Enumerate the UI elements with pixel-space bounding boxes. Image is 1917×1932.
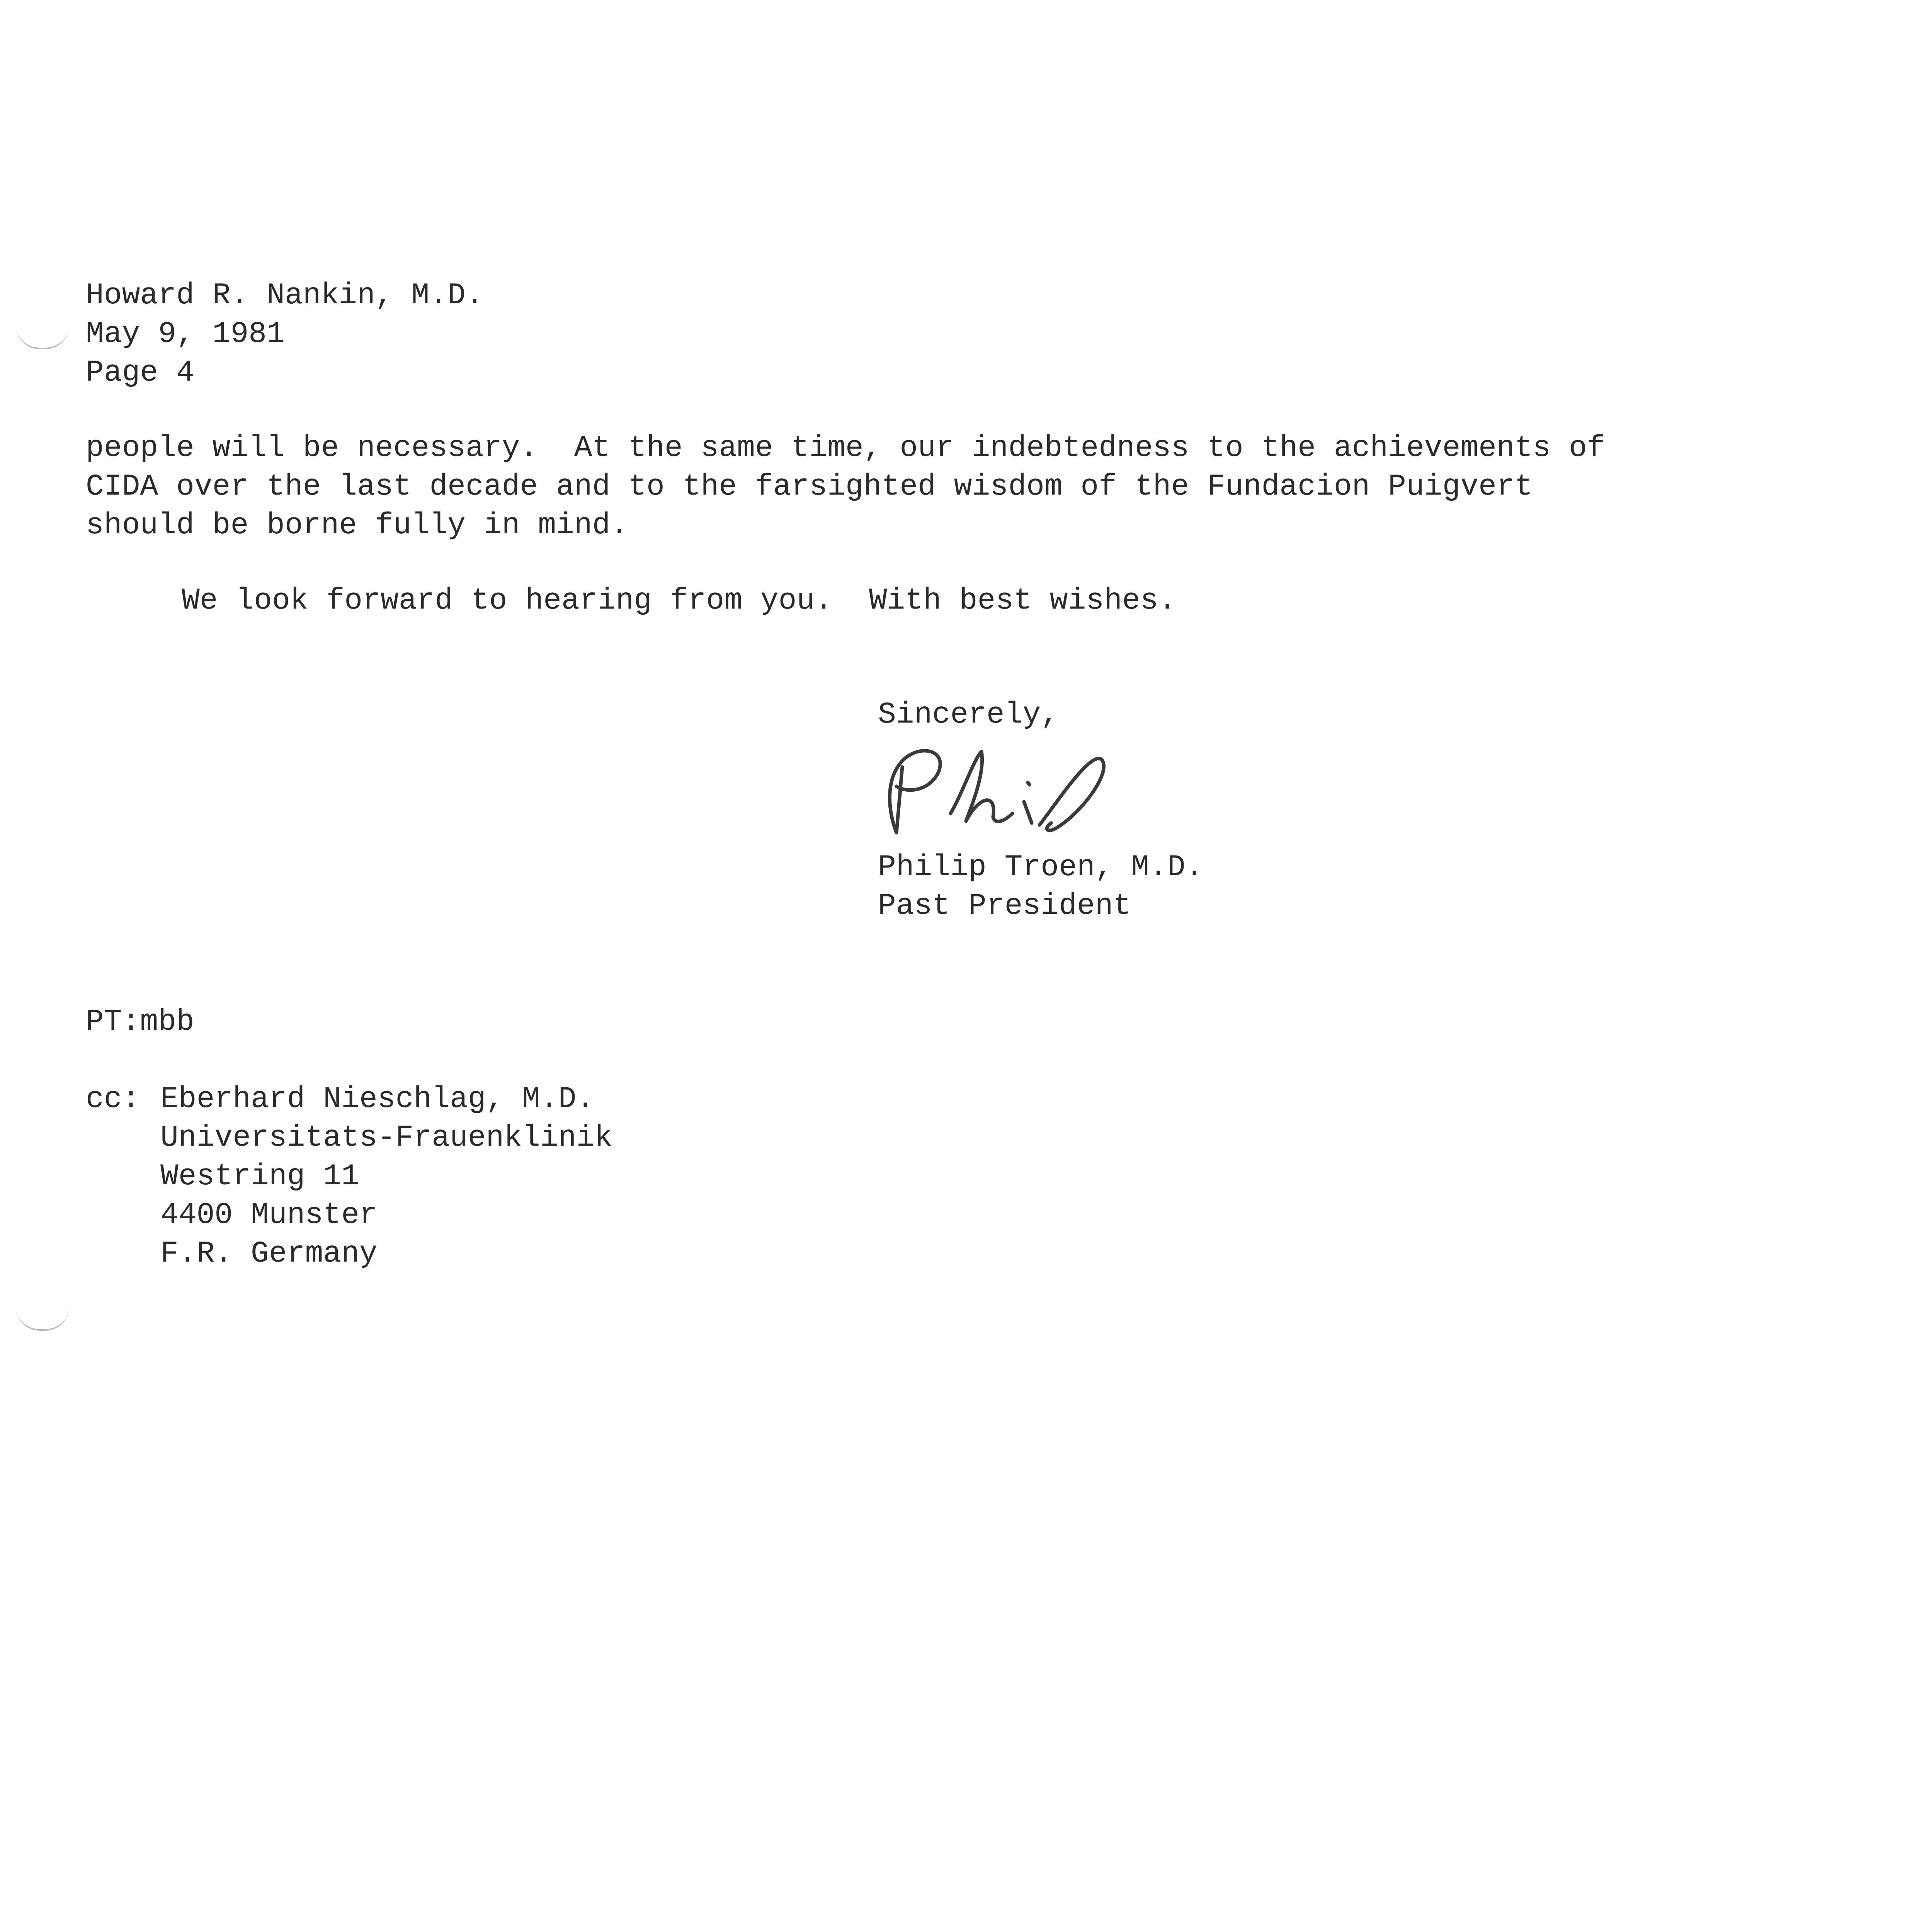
margin-mark: [15, 325, 70, 349]
cc-label: cc:: [86, 1082, 140, 1116]
cc-line: F.R. Germany: [160, 1237, 378, 1271]
signer-title: Past President: [878, 889, 1131, 923]
cc-line: Eberhard Nieschlag, M.D.: [160, 1082, 595, 1116]
body-line: should be borne fully in mind.: [86, 509, 629, 543]
cc-line: 4400 Munster: [160, 1198, 378, 1232]
page-number: Page 4: [86, 356, 194, 390]
margin-mark: [15, 1306, 70, 1331]
cc-line: Westring 11: [160, 1160, 359, 1194]
signer-name: Philip Troen, M.D.: [878, 850, 1204, 884]
body-line: CIDA over the last decade and to the farsighted wisdom of the Fundacion Puigvert: [86, 470, 1533, 504]
letter-date: May 9, 1981: [86, 317, 285, 351]
closing-paragraph: We look forward to hearing from you. With best wishes.: [182, 584, 1177, 618]
body-line: people will be necessary. At the same time, our indebtedness to the achievements of: [86, 431, 1605, 465]
salutation: Sincerely,: [878, 698, 1059, 732]
cc-line: Universitats-Frauenklinik: [160, 1121, 613, 1155]
typist-initials: PT:mbb: [86, 1005, 194, 1039]
signature-image: [873, 736, 1113, 844]
recipient-name: Howard R. Nankin, M.D.: [86, 279, 484, 313]
